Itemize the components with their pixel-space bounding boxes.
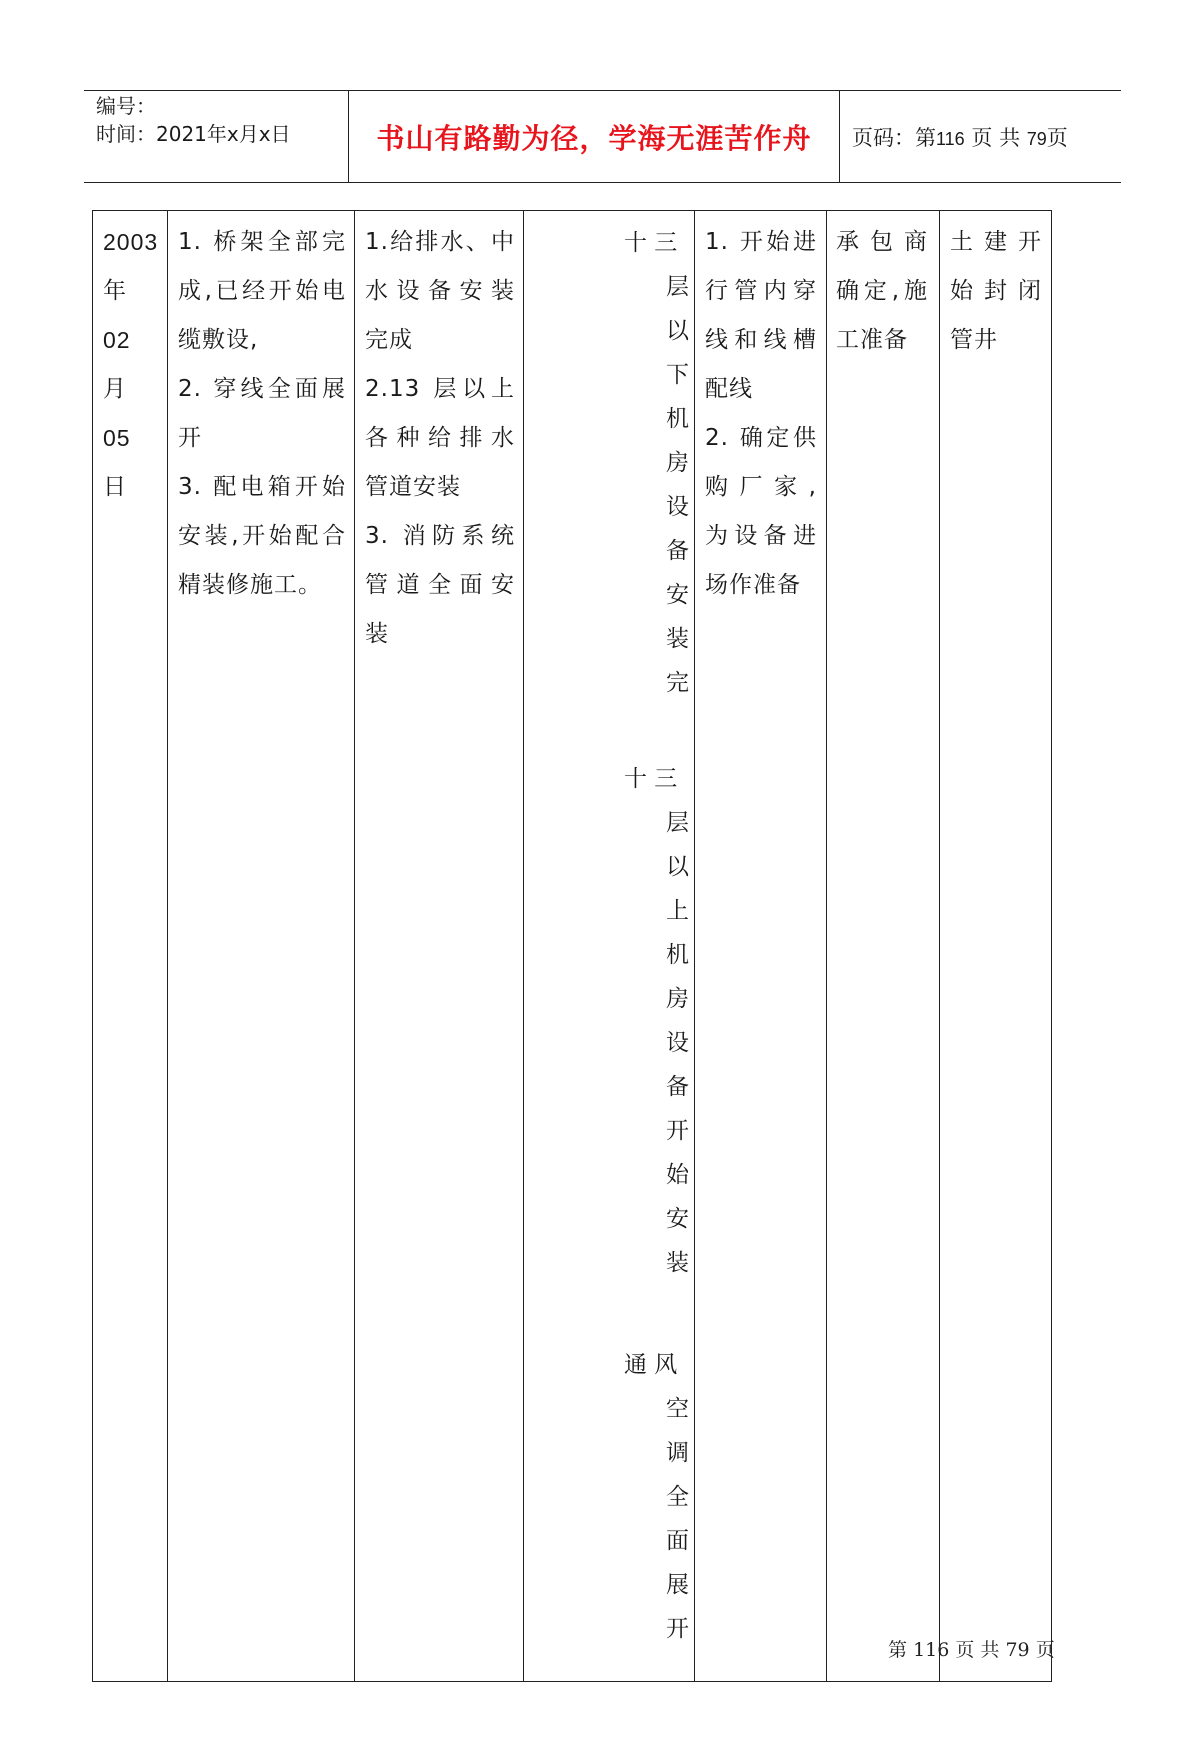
- vertical-char: 以: [666, 854, 690, 880]
- vertical-char: 层: [666, 274, 690, 300]
- cell-line: 水设备安装: [365, 278, 515, 304]
- vertical-char: 房: [666, 986, 690, 1012]
- cell-line: 安装,开始配合: [178, 523, 346, 549]
- vertical-char: 装: [666, 1250, 690, 1276]
- date-line: 日: [103, 474, 127, 500]
- date-line: 05: [103, 425, 131, 451]
- date-line: 年: [103, 278, 127, 304]
- cell-line: 装: [365, 621, 389, 647]
- cell-line: 成,已经开始电: [178, 278, 346, 304]
- page-total: 79: [1026, 129, 1047, 149]
- col-divider-3: [523, 210, 524, 1682]
- cell-line: 3. 消防系统: [365, 523, 515, 549]
- civil-works-cell: [950, 218, 1042, 365]
- header-page-info: [852, 118, 1068, 159]
- wiring-progress-cell: [705, 218, 817, 610]
- vertical-char: 开: [666, 1616, 690, 1642]
- page-mid: 页 共: [971, 126, 1021, 150]
- footer-total: 79: [1005, 1639, 1030, 1661]
- cell-line: 管道安装: [365, 474, 461, 500]
- cell-line: 缆敷设,: [178, 327, 259, 353]
- cell-line: 行管内穿: [705, 278, 817, 304]
- cell-line: 各种给排水: [365, 425, 515, 451]
- col-divider-2: [354, 210, 355, 1682]
- cell-line: 2. 穿线全面展: [178, 376, 346, 402]
- footer-current: 116: [913, 1639, 950, 1661]
- cell-line: 承 包 商: [836, 229, 928, 255]
- cell-line: 2.13 层以上: [365, 376, 515, 402]
- page-label: 页码：第: [852, 126, 936, 150]
- document-time: 时间：2021年x月x日: [96, 122, 291, 146]
- vertical-char: 房: [666, 450, 690, 476]
- date-cell: [103, 218, 159, 512]
- vertical-char: 备: [666, 1074, 690, 1100]
- cell-line: 为设备进: [705, 523, 817, 549]
- header-meta: [96, 92, 291, 148]
- vertical-char: 机: [666, 406, 690, 432]
- cell-line: 工准备: [836, 327, 908, 353]
- footer-page-number: [888, 1635, 1055, 1662]
- vertical-char: 备: [666, 538, 690, 564]
- page-end: 页: [1046, 126, 1068, 150]
- col-divider-6: [939, 210, 940, 1682]
- footer-mid: 页 共: [955, 1639, 1000, 1661]
- vertical-char: 设: [666, 1030, 690, 1056]
- cell-line: 完成: [365, 327, 413, 353]
- footer-suffix: 页: [1035, 1639, 1055, 1661]
- cell-line: 管道全面安: [365, 572, 515, 598]
- vertical-char: 展: [666, 1572, 690, 1598]
- vertical-char: 上: [666, 898, 690, 924]
- machine-room-group-1-head: 十 三: [624, 230, 678, 256]
- cell-line: 场作准备: [705, 572, 801, 598]
- date-line: 02: [103, 327, 131, 353]
- vertical-char: 机: [666, 942, 690, 968]
- col-divider-5: [826, 210, 827, 1682]
- cell-line: 1.给排水、中: [365, 229, 515, 255]
- header-divider-right: [839, 90, 840, 183]
- contractor-cell: [836, 218, 928, 365]
- cell-line: 始 封 闭: [950, 278, 1042, 304]
- cell-line: 线和线槽: [705, 327, 817, 353]
- plumbing-progress-cell: [365, 218, 515, 659]
- cell-line: 3. 配电箱开始: [178, 474, 346, 500]
- vertical-char: 设: [666, 494, 690, 520]
- vertical-char: 空: [666, 1396, 690, 1422]
- machine-room-group-2-head: 十 三: [624, 766, 678, 792]
- vertical-char: 安: [666, 582, 690, 608]
- col-divider-4: [694, 210, 695, 1682]
- date-line: 2003: [103, 229, 159, 255]
- vertical-char: 始: [666, 1162, 690, 1188]
- cell-line: 2. 确定供: [705, 425, 817, 451]
- cell-line: 购 厂 家 ,: [705, 474, 817, 500]
- vertical-char: 开: [666, 1118, 690, 1144]
- page-current: 116: [936, 129, 965, 149]
- cell-line: 开: [178, 425, 202, 451]
- vertical-char: 面: [666, 1528, 690, 1554]
- cell-line: 配线: [705, 376, 753, 402]
- document-number-label: 编号：: [96, 94, 156, 118]
- cell-line: 土 建 开: [950, 229, 1042, 255]
- vertical-char: 调: [666, 1440, 690, 1466]
- date-line: 月: [103, 376, 127, 402]
- header-slogan: 书山有路勤为径，学海无涯苦作舟: [376, 121, 812, 155]
- footer-prefix: 第: [888, 1639, 908, 1661]
- vertical-char: 装: [666, 626, 690, 652]
- cell-line: 确定,施: [836, 278, 928, 304]
- electrical-progress-cell: [178, 218, 346, 610]
- cell-line: 管井: [950, 327, 998, 353]
- vertical-char: 以: [666, 318, 690, 344]
- vertical-char: 安: [666, 1206, 690, 1232]
- cell-line: 1. 桥架全部完: [178, 229, 346, 255]
- cell-line: 1. 开始进: [705, 229, 817, 255]
- col-divider-1: [167, 210, 168, 1682]
- hvac-group-head: 通 风: [624, 1352, 678, 1378]
- vertical-char: 完: [666, 670, 690, 696]
- vertical-char: 下: [666, 362, 690, 388]
- vertical-char: 全: [666, 1484, 690, 1510]
- cell-line: 精装修施工。: [178, 572, 322, 598]
- vertical-char: 层: [666, 810, 690, 836]
